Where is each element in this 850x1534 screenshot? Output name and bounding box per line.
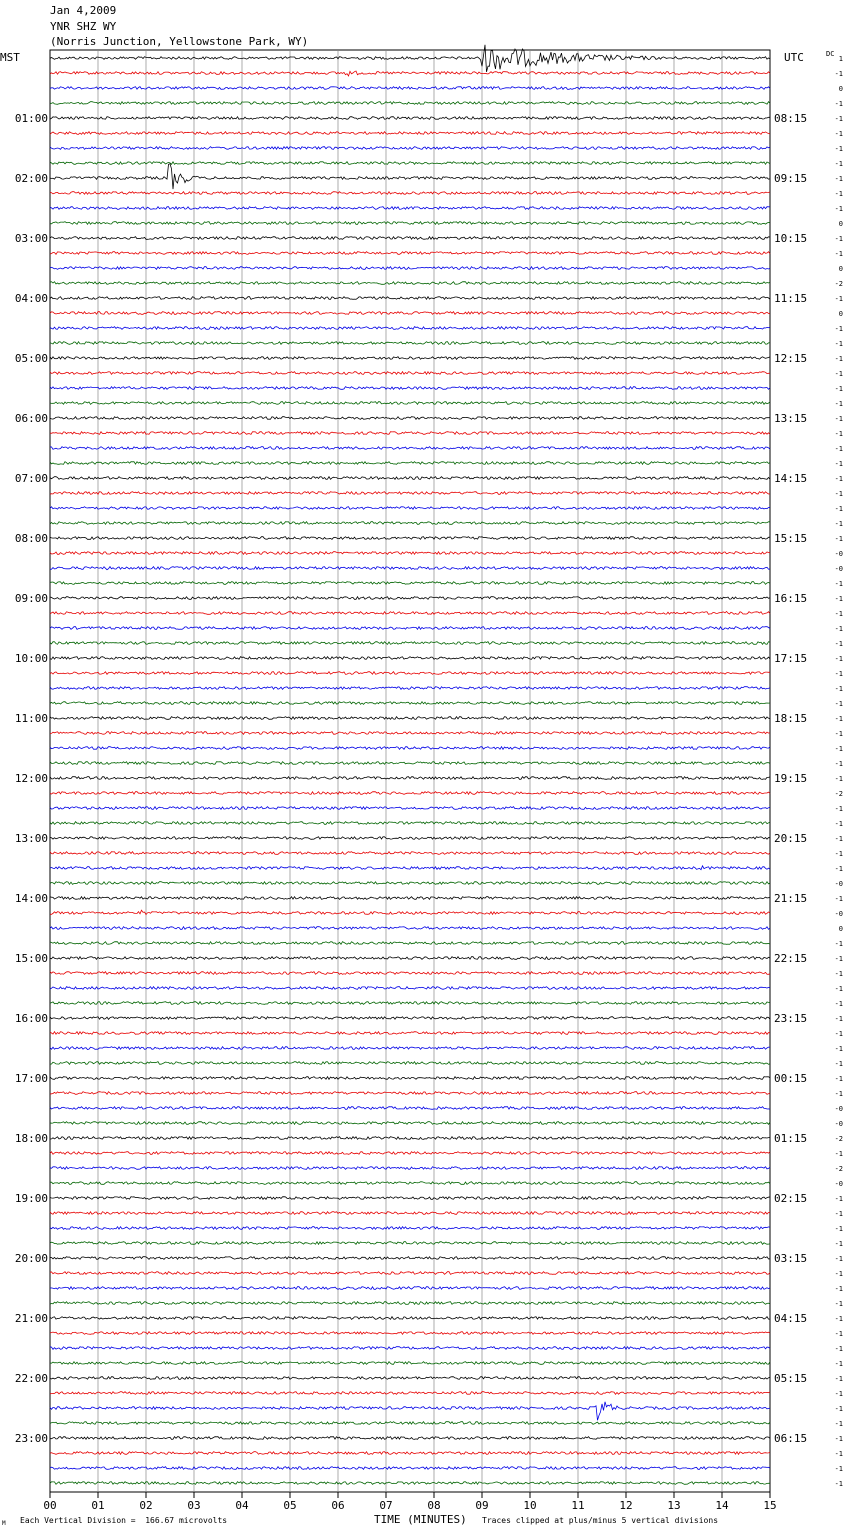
dc-offset-label: -1 <box>834 970 843 978</box>
dc-offset-label: 0 <box>838 310 843 318</box>
seismic-trace <box>50 882 770 885</box>
hour-label-mst: 23:00 <box>14 1432 48 1445</box>
seismic-trace <box>50 597 770 600</box>
header-date: Jan 4,2009 <box>50 4 117 17</box>
dc-offset-label: -1 <box>834 625 843 633</box>
dc-offset-label: -1 <box>834 1210 843 1218</box>
seismic-trace <box>50 1152 770 1155</box>
footer-clip-note: Traces clipped at plus/minus 5 vertical divisions <box>482 1516 719 1525</box>
seismic-trace <box>50 1242 770 1245</box>
dc-offset-label: -1 <box>834 730 843 738</box>
hour-label-mst: 08:00 <box>14 532 48 545</box>
seismic-trace <box>50 164 770 189</box>
hour-label-utc: 17:15 <box>774 652 808 665</box>
dc-offset-label: -1 <box>834 490 843 498</box>
dc-offset-label: -1 <box>834 520 843 528</box>
seismic-trace <box>50 1212 770 1215</box>
hour-label-utc: 09:15 <box>774 172 808 185</box>
hour-label-utc: 06:15 <box>774 1432 808 1445</box>
dc-offset-label: -1 <box>834 1075 843 1083</box>
x-tick-label: 05 <box>283 1499 297 1512</box>
dc-offset-label: -0 <box>834 1180 843 1188</box>
dc-offset-label: -1 <box>834 1045 843 1053</box>
dc-offset-label: -1 <box>834 1420 843 1428</box>
seismic-trace <box>50 822 770 825</box>
hour-label-mst: 06:00 <box>14 412 48 425</box>
dc-offset-label: -1 <box>834 775 843 783</box>
dc-offset-label: -1 <box>834 1390 843 1398</box>
dc-offset-label: -1 <box>834 610 843 618</box>
dc-offset-label: -1 <box>834 325 843 333</box>
dc-offset-label: -1 <box>834 145 843 153</box>
x-tick-label: 14 <box>715 1499 729 1512</box>
seismic-trace <box>50 1197 770 1200</box>
hour-label-mst: 21:00 <box>14 1312 48 1325</box>
hour-label-utc: 13:15 <box>774 412 808 425</box>
seismic-trace <box>50 987 770 990</box>
seismic-trace <box>50 1287 770 1290</box>
seismic-trace <box>50 1227 770 1230</box>
x-tick-label: 04 <box>235 1499 249 1512</box>
x-tick-label: 09 <box>475 1499 489 1512</box>
seismic-trace <box>50 1402 770 1421</box>
dc-offset-label: -1 <box>834 1270 843 1278</box>
seismic-trace <box>50 672 770 675</box>
seismic-trace <box>50 552 770 555</box>
hour-label-mst: 20:00 <box>14 1252 48 1265</box>
dc-offset-label: -1 <box>834 1435 843 1443</box>
hour-label-mst: 13:00 <box>14 832 48 845</box>
hour-label-mst: 14:00 <box>14 892 48 905</box>
seismic-trace <box>50 1317 770 1320</box>
dc-offset-label: -1 <box>834 1480 843 1488</box>
dc-offset-label: -1 <box>834 1015 843 1023</box>
dc-offset-label: -1 <box>834 1330 843 1338</box>
seismic-trace <box>50 507 770 510</box>
dc-offset-label: -0 <box>834 880 843 888</box>
seismic-trace <box>50 642 770 645</box>
x-tick-label: 03 <box>187 1499 201 1512</box>
hour-label-utc: 02:15 <box>774 1192 808 1205</box>
seismic-trace <box>50 837 770 840</box>
dc-offset-label: -1 <box>834 160 843 168</box>
seismic-trace <box>50 102 770 105</box>
x-tick-label: 10 <box>523 1499 537 1512</box>
seismic-trace <box>50 567 770 570</box>
dc-offset-label: -1 <box>834 505 843 513</box>
hour-label-mst: 10:00 <box>14 652 48 665</box>
hour-label-utc: 18:15 <box>774 712 808 725</box>
dc-offset-label: -1 <box>834 475 843 483</box>
dc-offset-label: -0 <box>834 910 843 918</box>
hour-label-utc: 12:15 <box>774 352 808 365</box>
dc-offset-label: -1 <box>834 715 843 723</box>
dc-offset-label: -1 <box>834 1450 843 1458</box>
seismic-trace <box>50 45 770 72</box>
hour-label-mst: 01:00 <box>14 112 48 125</box>
dc-offset-label: -0 <box>834 565 843 573</box>
seismic-trace <box>50 732 770 735</box>
seismic-trace <box>50 447 770 450</box>
hour-label-mst: 15:00 <box>14 952 48 965</box>
seismic-trace <box>50 207 770 210</box>
seismic-trace <box>50 611 770 614</box>
x-tick-label: 11 <box>571 1499 585 1512</box>
seismic-trace <box>50 866 770 870</box>
dc-offset-label: -1 <box>834 385 843 393</box>
seismic-trace <box>50 432 770 435</box>
hour-label-mst: 17:00 <box>14 1072 48 1085</box>
dc-offset-label: 1 <box>838 55 843 63</box>
x-tick-label: 00 <box>43 1499 57 1512</box>
dc-offset-label: -1 <box>834 1060 843 1068</box>
dc-offset-label: -1 <box>834 115 843 123</box>
dc-offset-label: -2 <box>834 790 843 798</box>
dc-offset-label: -1 <box>834 1285 843 1293</box>
x-tick-label: 07 <box>379 1499 393 1512</box>
dc-offset-label: 0 <box>838 925 843 933</box>
hour-label-utc: 08:15 <box>774 112 808 125</box>
dc-offset-label: -1 <box>834 805 843 813</box>
seismic-trace <box>50 972 770 975</box>
seismic-trace <box>50 282 770 285</box>
seismic-trace <box>50 1257 770 1260</box>
seismic-trace <box>50 1467 770 1470</box>
dc-offset-label: -2 <box>834 1135 843 1143</box>
dc-offset-label: -1 <box>834 655 843 663</box>
seismic-trace <box>50 1092 770 1095</box>
dc-offset-label: -1 <box>834 430 843 438</box>
dc-offset-label: -1 <box>834 415 843 423</box>
dc-offset-label: -1 <box>834 1240 843 1248</box>
dc-offset-label: 0 <box>838 265 843 273</box>
hour-label-utc: 16:15 <box>774 592 808 605</box>
dc-offset-label: -1 <box>834 1375 843 1383</box>
seismic-trace <box>50 1137 770 1140</box>
dc-offset-label: -0 <box>834 1120 843 1128</box>
seismic-trace <box>50 1107 770 1110</box>
seismic-trace <box>50 1182 770 1185</box>
seismic-trace <box>50 357 770 360</box>
seismic-trace <box>50 910 770 914</box>
dc-offset-label: -1 <box>834 355 843 363</box>
seismic-trace <box>50 762 770 765</box>
seismic-trace <box>50 1017 770 1020</box>
seismic-trace <box>50 1047 770 1050</box>
hour-label-utc: 19:15 <box>774 772 808 785</box>
dc-offset-label: -1 <box>834 1225 843 1233</box>
hour-label-utc: 22:15 <box>774 952 808 965</box>
dc-offset-label: -1 <box>834 865 843 873</box>
dc-offset-label: -1 <box>834 1300 843 1308</box>
x-tick-label: 08 <box>427 1499 441 1512</box>
seismic-trace <box>50 522 770 525</box>
seismic-trace <box>50 702 770 705</box>
seismic-trace <box>50 147 770 150</box>
seismic-trace <box>50 132 770 135</box>
dc-offset-label: -1 <box>834 835 843 843</box>
dc-offset-label: -1 <box>834 535 843 543</box>
hour-label-mst: 02:00 <box>14 172 48 185</box>
dc-offset-label: -1 <box>834 700 843 708</box>
dc-offset-label: -1 <box>834 370 843 378</box>
seismic-trace <box>50 1347 770 1350</box>
dc-offset-label: -1 <box>834 175 843 183</box>
seismic-trace <box>50 1272 770 1275</box>
hour-label-utc: 04:15 <box>774 1312 808 1325</box>
seismic-trace <box>50 222 770 225</box>
seismic-trace <box>50 71 770 76</box>
dc-offset-label: -1 <box>834 760 843 768</box>
dc-label: DC <box>826 50 835 58</box>
right-timezone-label: UTC <box>784 51 804 64</box>
hour-label-mst: 05:00 <box>14 352 48 365</box>
seismic-trace <box>50 342 770 345</box>
dc-offset-label: -1 <box>834 640 843 648</box>
x-tick-label: 13 <box>667 1499 681 1512</box>
seismic-trace <box>50 627 770 630</box>
hour-label-mst: 16:00 <box>14 1012 48 1025</box>
seismic-trace <box>50 1452 770 1455</box>
seismic-trace <box>50 1032 770 1035</box>
dc-offset-label: -2 <box>834 280 843 288</box>
seismic-trace <box>50 237 770 240</box>
x-tick-label: 02 <box>139 1499 153 1512</box>
seismic-trace <box>50 1062 770 1065</box>
dc-offset-label: -1 <box>834 985 843 993</box>
seismic-trace <box>50 1422 770 1425</box>
hour-label-utc: 00:15 <box>774 1072 808 1085</box>
seismic-trace <box>50 492 770 495</box>
seismic-trace <box>50 582 770 585</box>
seismic-trace <box>50 1332 770 1335</box>
x-tick-label: 01 <box>91 1499 105 1512</box>
dc-offset-label: -1 <box>834 850 843 858</box>
dc-offset-label: -1 <box>834 955 843 963</box>
seismic-trace <box>50 1377 770 1380</box>
dc-offset-label: -1 <box>834 190 843 198</box>
dc-offset-label: -1 <box>834 895 843 903</box>
seismic-trace <box>50 1167 770 1170</box>
header-location: (Norris Junction, Yellowstone Park, WY) <box>50 35 309 48</box>
hour-label-utc: 15:15 <box>774 532 808 545</box>
seismic-trace <box>50 927 770 930</box>
dc-offset-label: -1 <box>834 1090 843 1098</box>
seismic-trace <box>50 957 770 960</box>
dc-offset-label: -0 <box>834 1105 843 1113</box>
hour-label-mst: 19:00 <box>14 1192 48 1205</box>
dc-offset-label: -1 <box>834 1345 843 1353</box>
x-axis-title: TIME (MINUTES) <box>374 1513 467 1526</box>
dc-offset-label: -1 <box>834 295 843 303</box>
dc-offset-label: -1 <box>834 235 843 243</box>
x-tick-label: 15 <box>763 1499 777 1512</box>
seismic-trace <box>50 717 770 720</box>
dc-offset-label: -1 <box>834 1000 843 1008</box>
seismic-trace <box>50 387 770 390</box>
footer-scale: Each Vertical Division = 166.67 microvolts <box>20 1516 228 1525</box>
seismic-trace <box>50 1362 770 1365</box>
dc-offset-label: -1 <box>834 580 843 588</box>
seismic-trace <box>50 1437 770 1440</box>
dc-offset-label: -1 <box>834 130 843 138</box>
dc-offset-label: -1 <box>834 685 843 693</box>
hour-label-utc: 14:15 <box>774 472 808 485</box>
dc-offset-label: -1 <box>834 460 843 468</box>
dc-offset-label: -1 <box>834 70 843 78</box>
hour-label-utc: 05:15 <box>774 1372 808 1385</box>
x-tick-label: 12 <box>619 1499 633 1512</box>
x-tick-label: 06 <box>331 1499 345 1512</box>
seismic-trace <box>50 657 770 660</box>
hour-label-mst: 03:00 <box>14 232 48 245</box>
dc-offset-label: -0 <box>834 550 843 558</box>
seismic-trace <box>50 87 770 90</box>
dc-offset-label: -1 <box>834 670 843 678</box>
dc-offset-label: 0 <box>838 220 843 228</box>
seismic-trace <box>50 777 770 780</box>
seismic-trace <box>50 117 770 120</box>
hour-label-mst: 18:00 <box>14 1132 48 1145</box>
seismic-trace <box>50 747 770 750</box>
dc-offset-label: -1 <box>834 250 843 258</box>
dc-offset-label: -1 <box>834 820 843 828</box>
dc-offset-label: -1 <box>834 1255 843 1263</box>
hour-label-utc: 23:15 <box>774 1012 808 1025</box>
seismic-trace <box>50 312 770 315</box>
seismic-trace <box>50 162 770 165</box>
hour-label-mst: 11:00 <box>14 712 48 725</box>
seismic-trace <box>50 1122 770 1125</box>
hour-label-utc: 03:15 <box>774 1252 808 1265</box>
hour-label-utc: 20:15 <box>774 832 808 845</box>
dc-offset-label: 0 <box>838 85 843 93</box>
seismic-trace <box>50 402 770 405</box>
header-station: YNR SHZ WY <box>50 20 117 33</box>
seismic-trace <box>50 327 770 330</box>
left-timezone-label: MST <box>0 51 20 64</box>
seismic-trace <box>50 1392 770 1395</box>
dc-offset-label: -1 <box>834 1405 843 1413</box>
dc-offset-label: -1 <box>834 1030 843 1038</box>
dc-offset-label: -1 <box>834 1465 843 1473</box>
dc-offset-label: -1 <box>834 940 843 948</box>
hour-label-mst: 07:00 <box>14 472 48 485</box>
seismic-trace <box>50 417 770 420</box>
hour-label-mst: 04:00 <box>14 292 48 305</box>
dc-offset-label: -1 <box>834 595 843 603</box>
seismic-trace <box>50 807 770 810</box>
seismic-trace <box>50 1077 770 1080</box>
seismic-trace <box>50 267 770 270</box>
dc-offset-label: -1 <box>834 1195 843 1203</box>
dc-offset-label: -1 <box>834 1360 843 1368</box>
hour-label-utc: 10:15 <box>774 232 808 245</box>
seismic-trace <box>50 462 770 465</box>
seismic-trace <box>50 897 770 900</box>
seismic-trace <box>50 297 770 300</box>
dc-offset-label: -1 <box>834 205 843 213</box>
hour-label-mst: 22:00 <box>14 1372 48 1385</box>
seismic-trace <box>50 1482 770 1485</box>
dc-offset-label: -1 <box>834 745 843 753</box>
seismic-trace <box>50 477 770 480</box>
footer-mark: M <box>2 1520 6 1527</box>
dc-offset-label: -1 <box>834 1150 843 1158</box>
dc-offset-label: -1 <box>834 445 843 453</box>
seismic-trace <box>50 192 770 195</box>
seismic-trace <box>50 1302 770 1305</box>
hour-label-utc: 21:15 <box>774 892 808 905</box>
seismic-trace <box>50 537 770 540</box>
hour-label-mst: 09:00 <box>14 592 48 605</box>
dc-offset-label: -1 <box>834 100 843 108</box>
seismic-trace <box>50 1002 770 1005</box>
hour-label-utc: 11:15 <box>774 292 808 305</box>
seismic-trace <box>50 687 770 690</box>
dc-offset-label: -2 <box>834 1165 843 1173</box>
dc-offset-label: -1 <box>834 340 843 348</box>
dc-offset-label: -1 <box>834 400 843 408</box>
hour-label-mst: 12:00 <box>14 772 48 785</box>
seismic-trace <box>50 942 770 945</box>
dc-offset-label: -1 <box>834 1315 843 1323</box>
seismic-trace <box>50 852 770 855</box>
seismic-trace <box>50 372 770 375</box>
hour-label-utc: 01:15 <box>774 1132 808 1145</box>
seismic-trace <box>50 792 770 795</box>
seismic-trace <box>50 252 770 255</box>
